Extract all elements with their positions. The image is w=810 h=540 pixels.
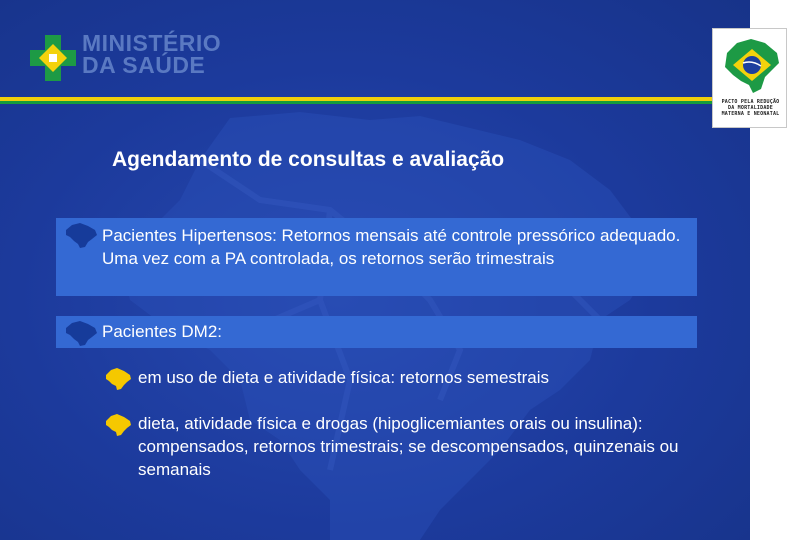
pacto-logo-box — [712, 28, 787, 128]
sub-item-text: em uso de dieta e atividade física: retornos semestrais — [138, 368, 550, 387]
item-text: Pacientes Hipertensos: Retornos mensais até controle pressórico adequado. Uma vez com a PA controlada, os retornos serão trimestrais — [102, 226, 681, 268]
sub-item-text: dieta, atividade física e drogas (hipoglicemiantes orais ou insulina): compensados, retornos trimestrais; se descompensados, quinzenais ou semanais — [138, 414, 679, 479]
health-cross-icon — [30, 35, 76, 81]
brazil-map-bullet-icon — [104, 367, 132, 391]
logo-line-2: DA SAÚDE — [82, 52, 206, 78]
content-bar-dm2 — [56, 316, 697, 348]
slide-title: Agendamento de consultas e avaliação — [112, 148, 505, 171]
brazil-map-bullet-icon — [104, 413, 132, 437]
brazil-map-bullet-icon — [64, 221, 98, 249]
item-text: Pacientes DM2: — [102, 322, 222, 341]
sub-item-dieta — [104, 366, 684, 392]
pacto-caption: PACTO PELA REDUÇÃO DA MORTALIDADE MATERNA E NEONATAL — [721, 99, 780, 117]
logo-line-1: MINISTÉRIO — [82, 30, 222, 56]
sub-item-drogas — [104, 412, 684, 484]
logo-wordmark — [82, 32, 242, 76]
ministerio-da-saude-logo — [30, 30, 230, 82]
brazil-flag-map-icon — [721, 35, 781, 97]
header-stripe-green — [0, 101, 750, 104]
brazil-map-bullet-icon — [64, 319, 98, 347]
content-bar-hipertensos — [56, 218, 697, 296]
